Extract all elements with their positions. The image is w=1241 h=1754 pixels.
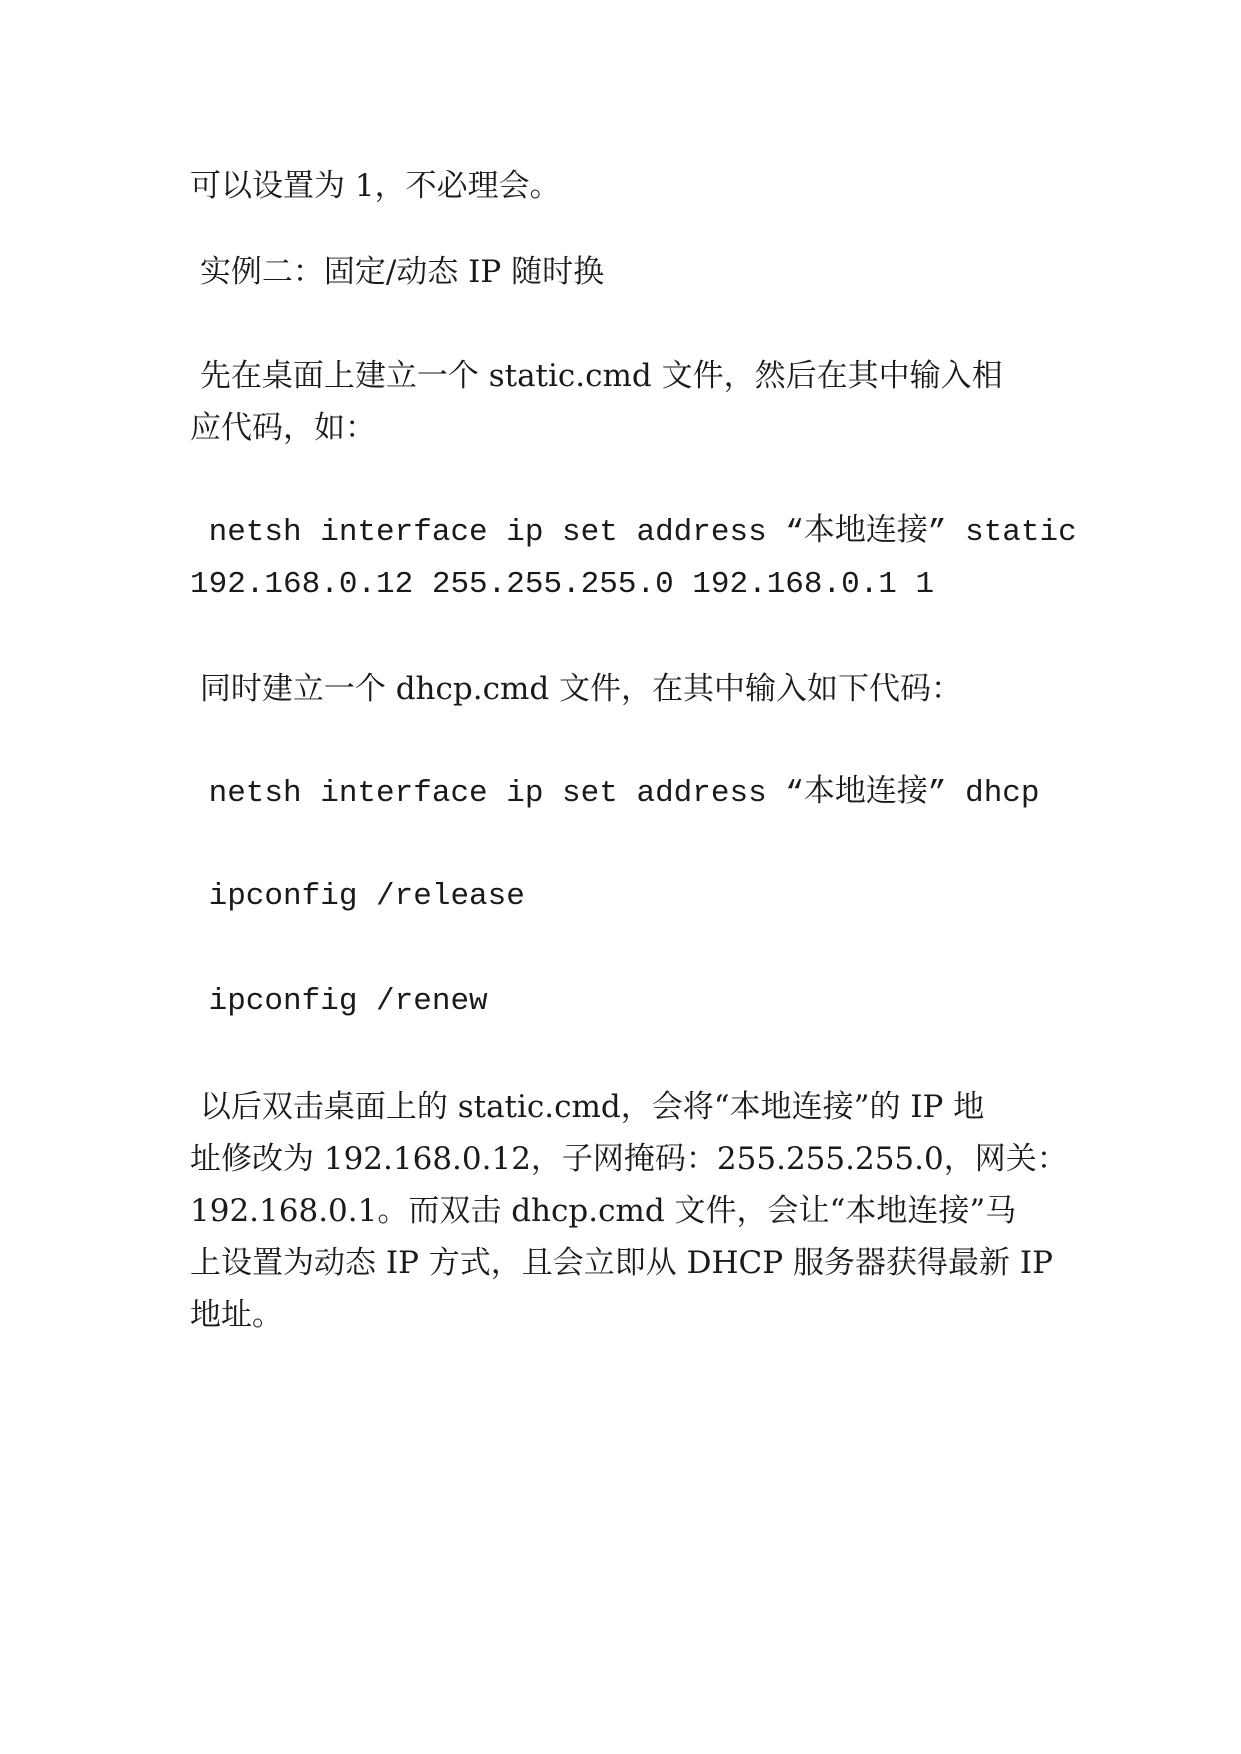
code-line: ipconfig /release [190,879,525,914]
paragraph-line: 同时建立一个 dhcp.cmd 文件，在其中输入如下代码： [190,671,963,707]
paragraph-line: 上设置为动态 IP 方式，且会立即从 DHCP 服务器获得最新 IP [190,1245,1053,1281]
paragraph-line: 可以设置为 1，不必理会。 [190,168,561,204]
paragraph-line: 地址。 [190,1297,283,1333]
code-line: netsh interface ip set address “本地连接” static [190,515,1077,550]
paragraph-line: 应代码，如： [190,410,376,446]
paragraph-line: 192.168.0.1。而双击 dhcp.cmd 文件，会让“本地连接”马 [190,1193,1017,1229]
paragraph-line: 以后双击桌面上的 static.cmd，会将“本地连接”的 IP 地 [190,1089,985,1125]
code-line: 192.168.0.12 255.255.255.0 192.168.0.1 1 [190,567,935,602]
code-line: ipconfig /renew [190,984,488,1019]
paragraph-line: 址修改为 192.168.0.12，子网掩码：255.255.255.0，网关： [190,1141,1068,1177]
section-heading: 实例二：固定/动态 IP 随时换 [190,254,605,290]
paragraph-line: 先在桌面上建立一个 static.cmd 文件，然后在其中输入相 [190,358,1003,394]
code-line: netsh interface ip set address “本地连接” dhcp [190,776,1040,811]
